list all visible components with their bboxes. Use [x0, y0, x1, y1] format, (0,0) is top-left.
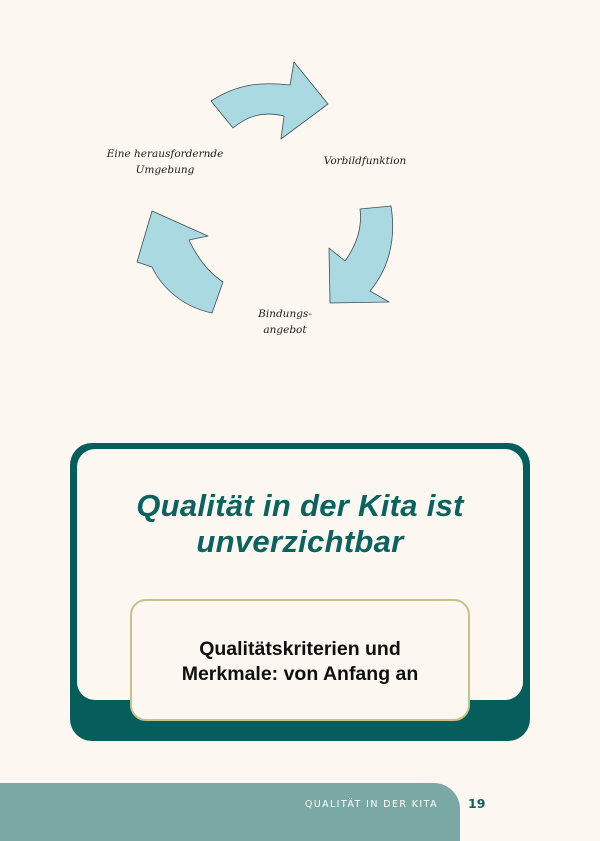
cycle-label-role-model: Vorbildfunktion: [323, 155, 407, 167]
top-cycle-arrow: [211, 62, 328, 139]
footer-section-label: QUALITÄT IN DER KITA: [304, 799, 438, 810]
footer-band: [0, 783, 460, 841]
cycle-label-bonding-offer: Bindungs- angebot: [258, 308, 312, 336]
left-cycle-arrow: [137, 211, 223, 313]
subtitle-text: Qualitätskriterien und Merkmale: von Anfang an: [181, 638, 419, 685]
cycle-label-challenging-environment: Eine herausfordernde Umgebung: [106, 148, 224, 176]
right-cycle-arrow: [329, 206, 393, 303]
page-number: 19: [468, 796, 486, 811]
quality-title: Qualität in der Kita ist unverzichtbar: [136, 488, 464, 559]
